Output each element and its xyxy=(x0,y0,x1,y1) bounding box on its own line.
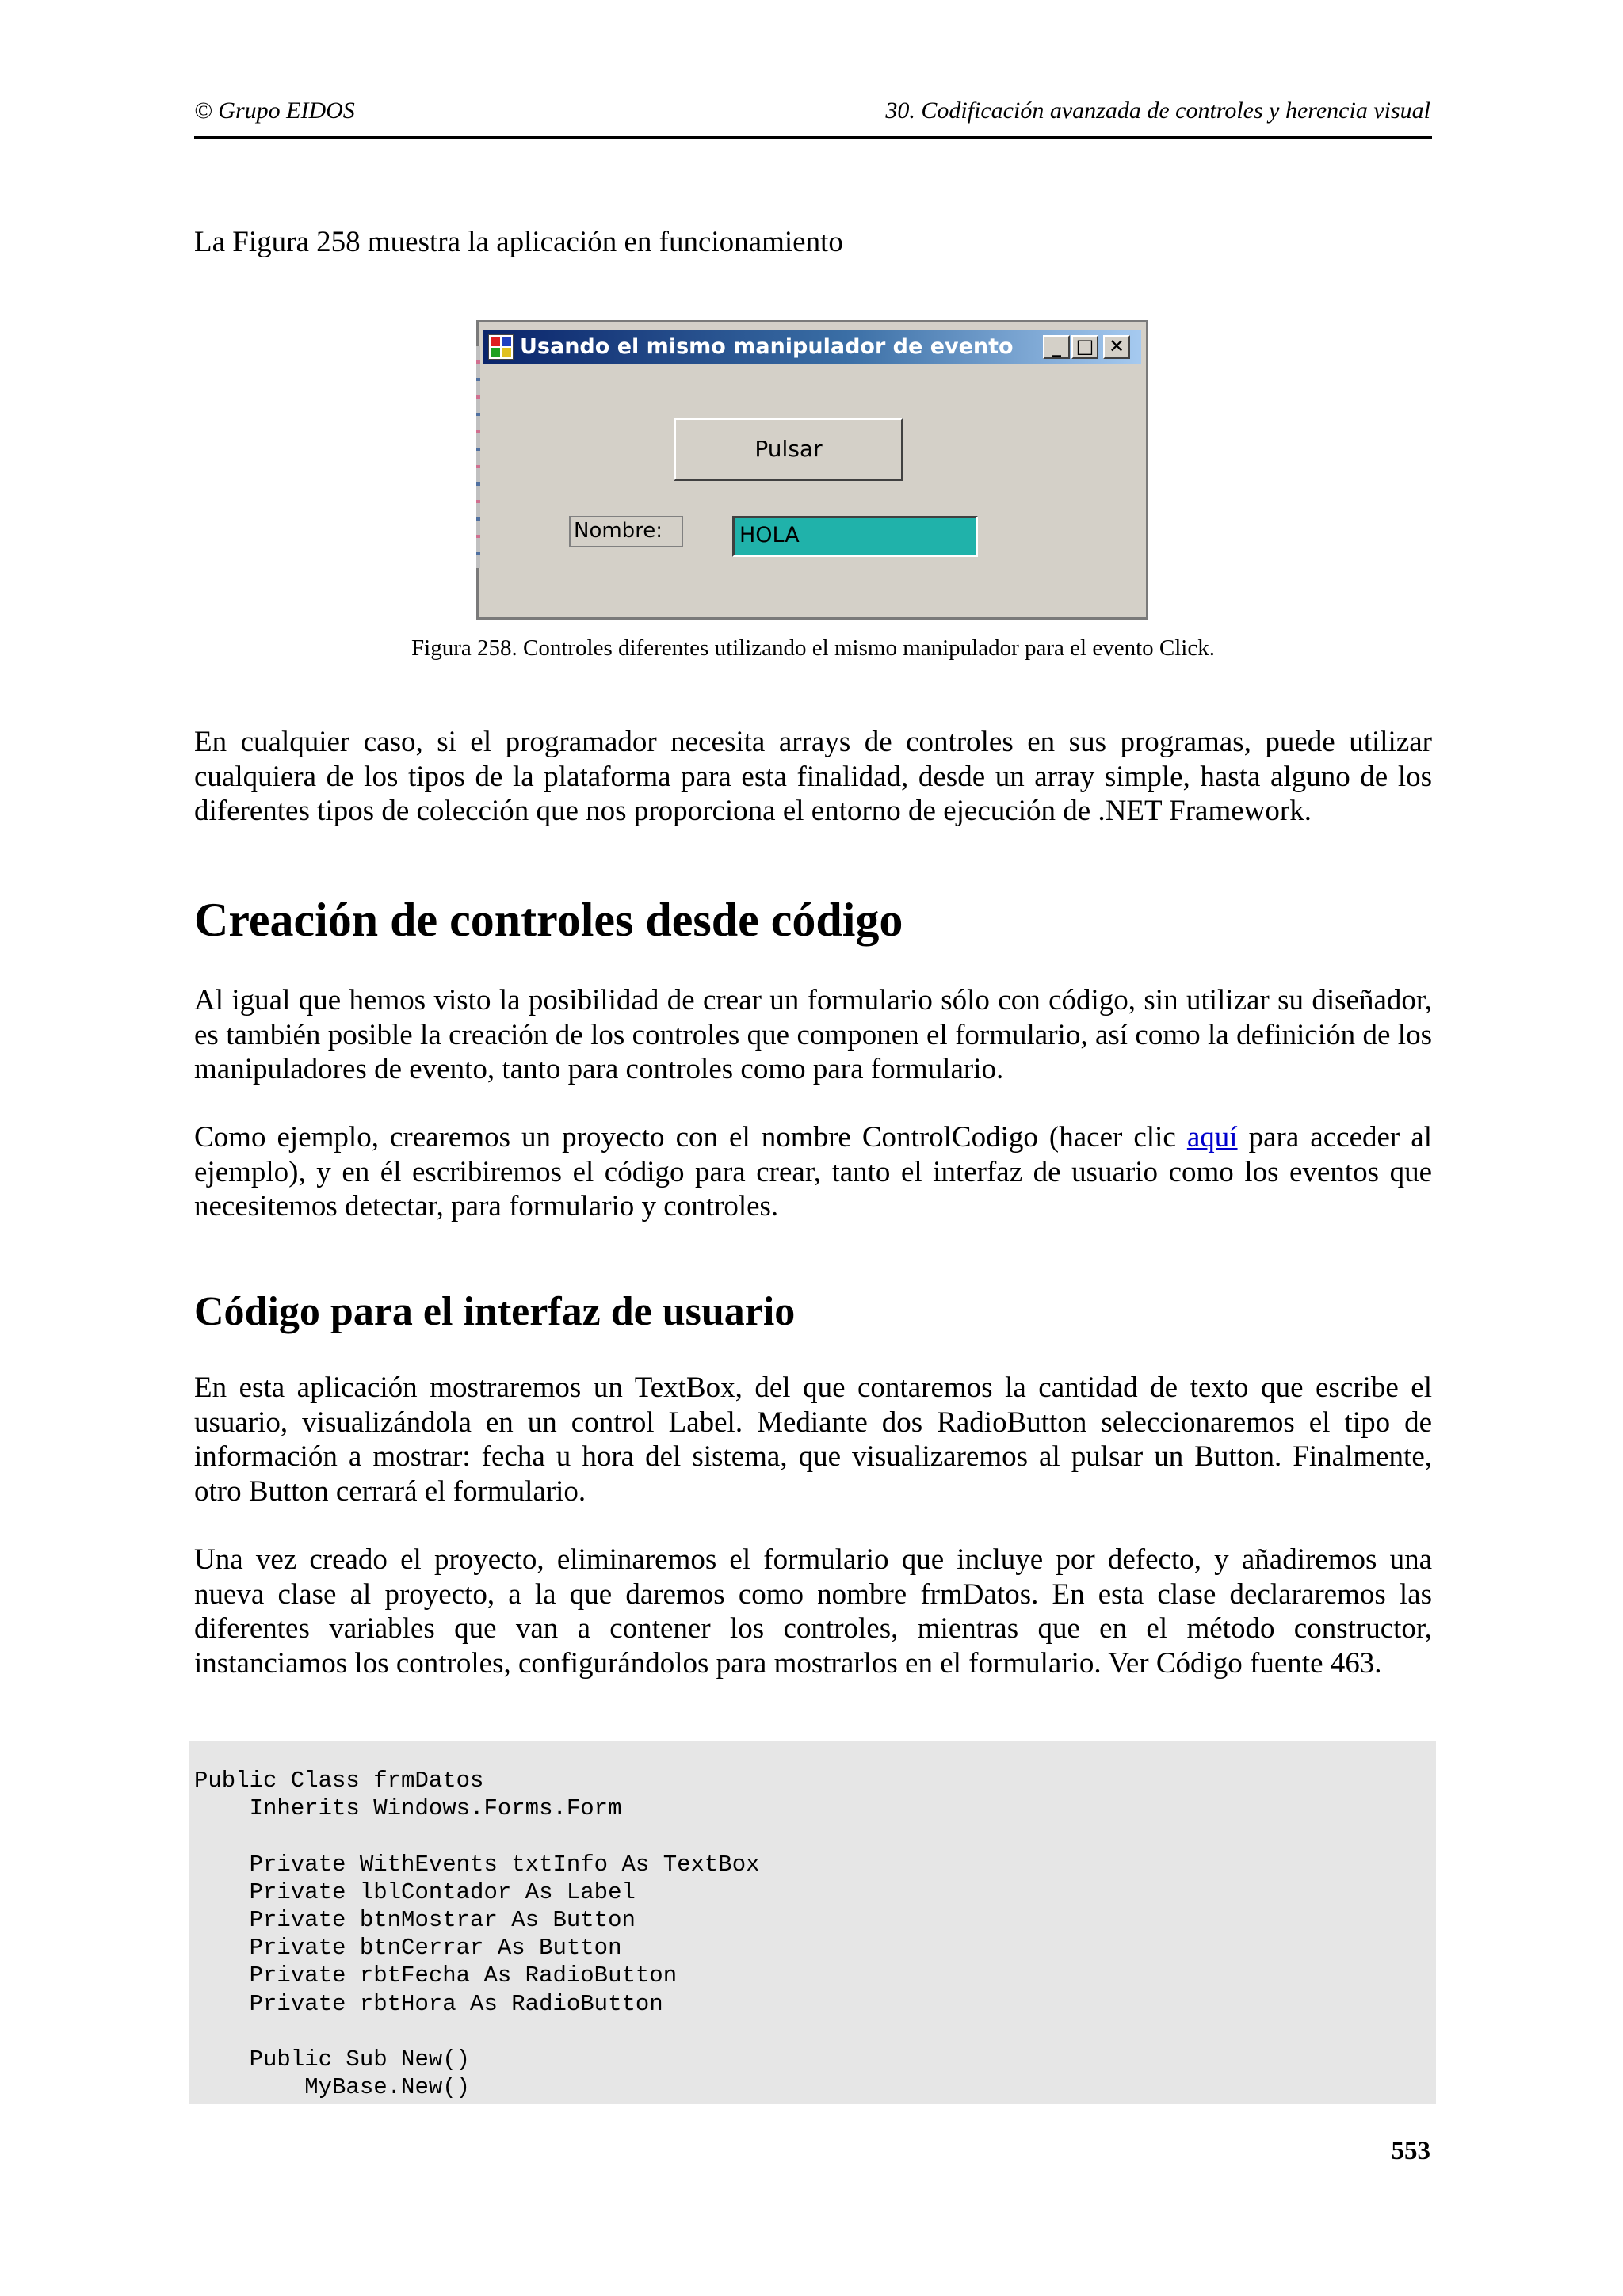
maximize-icon: □ xyxy=(1071,335,1098,359)
minimize-icon: _ xyxy=(1043,335,1070,359)
code-line xyxy=(194,2018,1436,2046)
header-divider xyxy=(194,136,1432,139)
code-line: Public Sub New() xyxy=(194,2046,471,2073)
code-line: Private lblContador As Label xyxy=(194,1878,636,1905)
close-icon: ✕ xyxy=(1103,335,1130,359)
paragraph-example-start: Como ejemplo, crearemos un proyecto con el nombre ControlCodigo (hacer clic xyxy=(194,1121,1187,1154)
code-line: Private btnMostrar As Button xyxy=(194,1906,636,1933)
paragraph-project-setup: Una vez creado el proyecto, eliminaremos el formulario que incluye por defecto, y añadiremos una nueva clase al proyecto, a la que daremos como nombre frmDatos. En esta clase declararemos las diferentes variables que van a contener los controles, mientras que en el método constructor, instanciamos los controles, configurándolos para mostrarlos en el formulario. Ver Código fuente 463. xyxy=(194,1543,1432,1680)
code-line: Public Class frmDatos xyxy=(194,1768,484,1794)
intro-paragraph: La Figura 258 muestra la aplicación en funcionamiento xyxy=(194,226,843,258)
code-line: Private rbtHora As RadioButton xyxy=(194,1990,663,2017)
figure-caption: Figura 258. Controles diferentes utilizando el mismo manipulador para el evento Click. xyxy=(411,635,1215,661)
paragraph-example xyxy=(194,1120,1432,1224)
subsection-heading: Código para el interfaz de usuario xyxy=(194,1289,796,1334)
window-title: Usando el mismo manipulador de evento xyxy=(520,334,1014,359)
window-titlebar xyxy=(483,330,1141,364)
code-line: MyBase.New() xyxy=(194,2074,471,2101)
code-line: Private WithEvents txtInfo As TextBox xyxy=(194,1851,760,1878)
paragraph-example-end: para acceder al ejemplo), y en él escribiremos el código para crear, tanto el interfaz de usuario como los eventos que necesitemos detectar, para formulario y controles. xyxy=(194,1121,1432,1222)
app-icon xyxy=(488,334,514,360)
nombre-textbox: HOLA xyxy=(732,516,978,557)
code-line: Private btnCerrar As Button xyxy=(194,1935,622,1962)
figure-window-screenshot xyxy=(476,320,1148,620)
code-line: Private rbtFecha As RadioButton xyxy=(194,1962,678,1989)
example-link[interactable]: aquí xyxy=(1186,1121,1238,1154)
header-right: 30. Codificación avanzada de controles y herencia visual xyxy=(885,97,1430,124)
pulsar-button: Pulsar xyxy=(674,418,903,481)
paragraph-intro-controls: Al igual que hemos visto la posibilidad de crear un formulario sólo con código, sin utilizar su diseñador, es también posible la creación de los controles que componen el formulario, así como la definición de los manipuladores de evento, tanto para controles como para formulario. xyxy=(194,984,1432,1085)
paragraph-app-description: En esta aplicación mostraremos un TextBox, del que contaremos la cantidad de texto que escribe el usuario, visualizándola en un control Label. Mediante dos RadioButton seleccionaremos el tipo de información a mostrar: fecha u hora del sistema, que visualizaremos al pulsar un Button. Finalmente, otro Button cerrará el formulario. xyxy=(194,1371,1432,1508)
code-listing xyxy=(189,1741,1436,2104)
page-number: 553 xyxy=(1391,2137,1430,2165)
paragraph-arrays: En cualquier caso, si el programador necesita arrays de controles en sus programas, puede utilizar cualquiera de los tipos de la plataforma para esta finalidad, desde un array simple, hasta alguno de los diferentes tipos de colección que nos proporciona el entorno de ejecución de .NET Framework. xyxy=(194,726,1432,827)
header-left: © Grupo EIDOS xyxy=(194,97,355,124)
code-line xyxy=(194,1822,1436,1850)
code-line: Inherits Windows.Forms.Form xyxy=(194,1795,622,1822)
background-window-edge xyxy=(476,346,480,568)
nombre-label: Nombre: xyxy=(569,516,683,547)
section-heading: Creación de controles desde código xyxy=(194,894,903,946)
